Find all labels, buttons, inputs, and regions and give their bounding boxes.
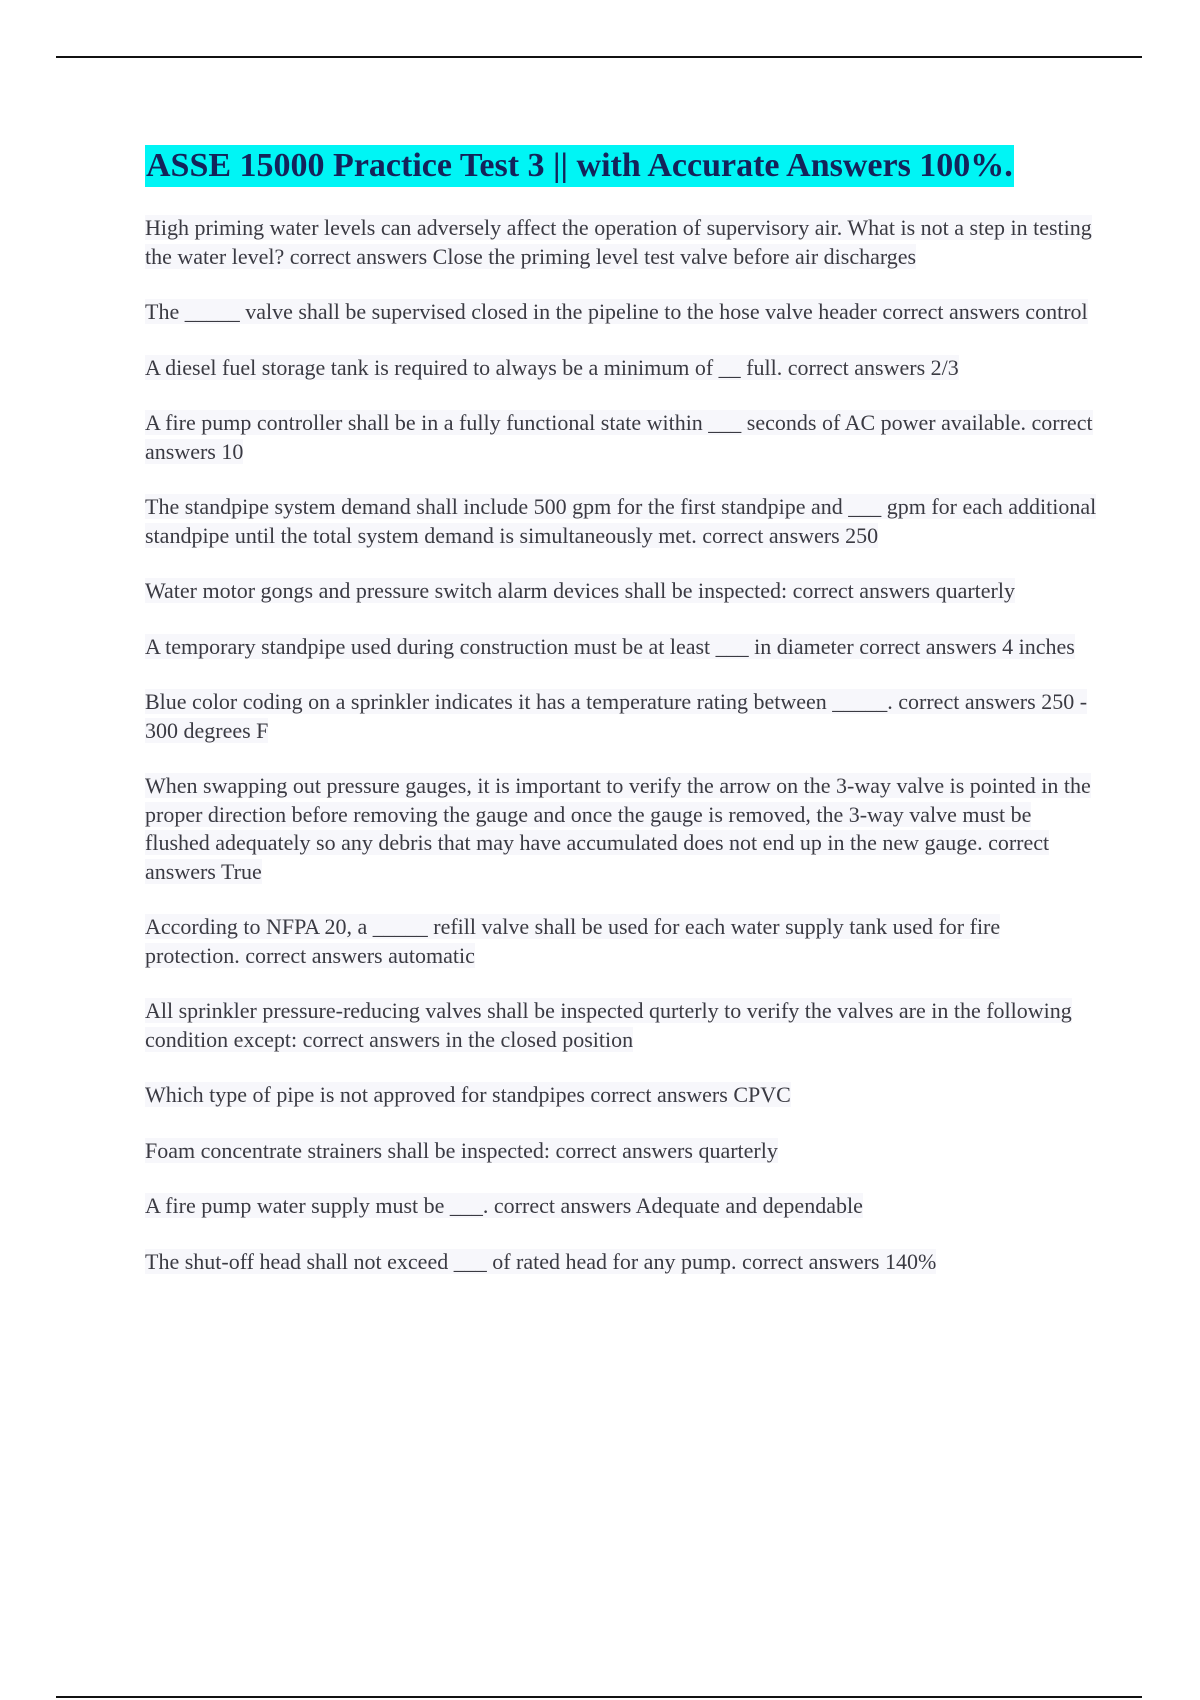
question-answer-text: Which type of pipe is not approved for standpipes correct answers CPVC — [145, 1082, 791, 1107]
question-answer-text: Blue color coding on a sprinkler indicates it has a temperature rating between _____. correct answers 250 - 300 degrees F — [145, 689, 1088, 743]
list-item — [145, 1137, 1100, 1166]
list-item — [145, 772, 1100, 886]
list-item — [145, 409, 1100, 466]
list-item — [145, 493, 1100, 550]
question-answer-text: A fire pump water supply must be ___. correct answers Adequate and dependable — [145, 1193, 863, 1218]
title-block — [145, 145, 1100, 187]
footer-rule — [56, 1696, 1142, 1698]
question-answer-text: The shut-off head shall not exceed ___ of rated head for any pump. correct answers 140% — [145, 1248, 937, 1274]
list-item — [145, 214, 1100, 271]
question-answer-text: All sprinkler pressure-reducing valves shall be inspected qurterly to verify the valves are in the following condition except: correct answers in the closed position — [145, 998, 1072, 1052]
question-answer-text: When swapping out pressure gauges, it is important to verify the arrow on the 3-way valve is pointed in the proper direction before removing the gauge and once the gauge is removed, the 3-way valve must be flushed adequately so any debris that may have accumulated does not end up in the new gauge. correct answers True — [145, 773, 1091, 884]
document-title: ASSE 15000 Practice Test 3 || with Accurate Answers 100%. — [145, 145, 1014, 187]
question-answer-text: According to NFPA 20, a _____ refill valve shall be used for each water supply tank used for fire protection. correct answers automatic — [145, 914, 1001, 968]
list-item — [145, 298, 1100, 327]
question-answer-text: Water motor gongs and pressure switch alarm devices shall be inspected: correct answers quarterly — [145, 578, 1015, 603]
question-answer-text: A diesel fuel storage tank is required to always be a minimum of __ full. correct answers 2/3 — [145, 354, 959, 380]
question-answer-text: A fire pump controller shall be in a fully functional state within ___ seconds of AC power available. correct answers 10 — [145, 410, 1093, 464]
header-rule — [56, 56, 1142, 58]
list-item — [145, 997, 1100, 1054]
question-answer-text: High priming water levels can adversely affect the operation of supervisory air. What is not a step in testing the water level? correct answers Close the priming level test valve before air discharges — [145, 215, 1092, 269]
list-item — [145, 1192, 1100, 1221]
list-item — [145, 913, 1100, 970]
list-item — [145, 633, 1100, 662]
document-page — [145, 145, 1100, 1303]
list-item — [145, 577, 1100, 606]
list-item — [145, 688, 1100, 745]
list-item — [145, 1248, 1100, 1277]
question-answer-text: The _____ valve shall be supervised closed in the pipeline to the hose valve header correct answers control — [145, 299, 1088, 324]
list-item — [145, 1081, 1100, 1110]
question-answer-text: A temporary standpipe used during construction must be at least ___ in diameter correct answers 4 inches — [145, 633, 1075, 659]
question-answer-list — [145, 214, 1100, 1276]
list-item — [145, 354, 1100, 383]
question-answer-text: The standpipe system demand shall include 500 gpm for the first standpipe and ___ gpm for each additional standpipe until the total system demand is simultaneously met. correct answers 250 — [145, 494, 1097, 548]
question-answer-text: Foam concentrate strainers shall be inspected: correct answers quarterly — [145, 1137, 778, 1163]
